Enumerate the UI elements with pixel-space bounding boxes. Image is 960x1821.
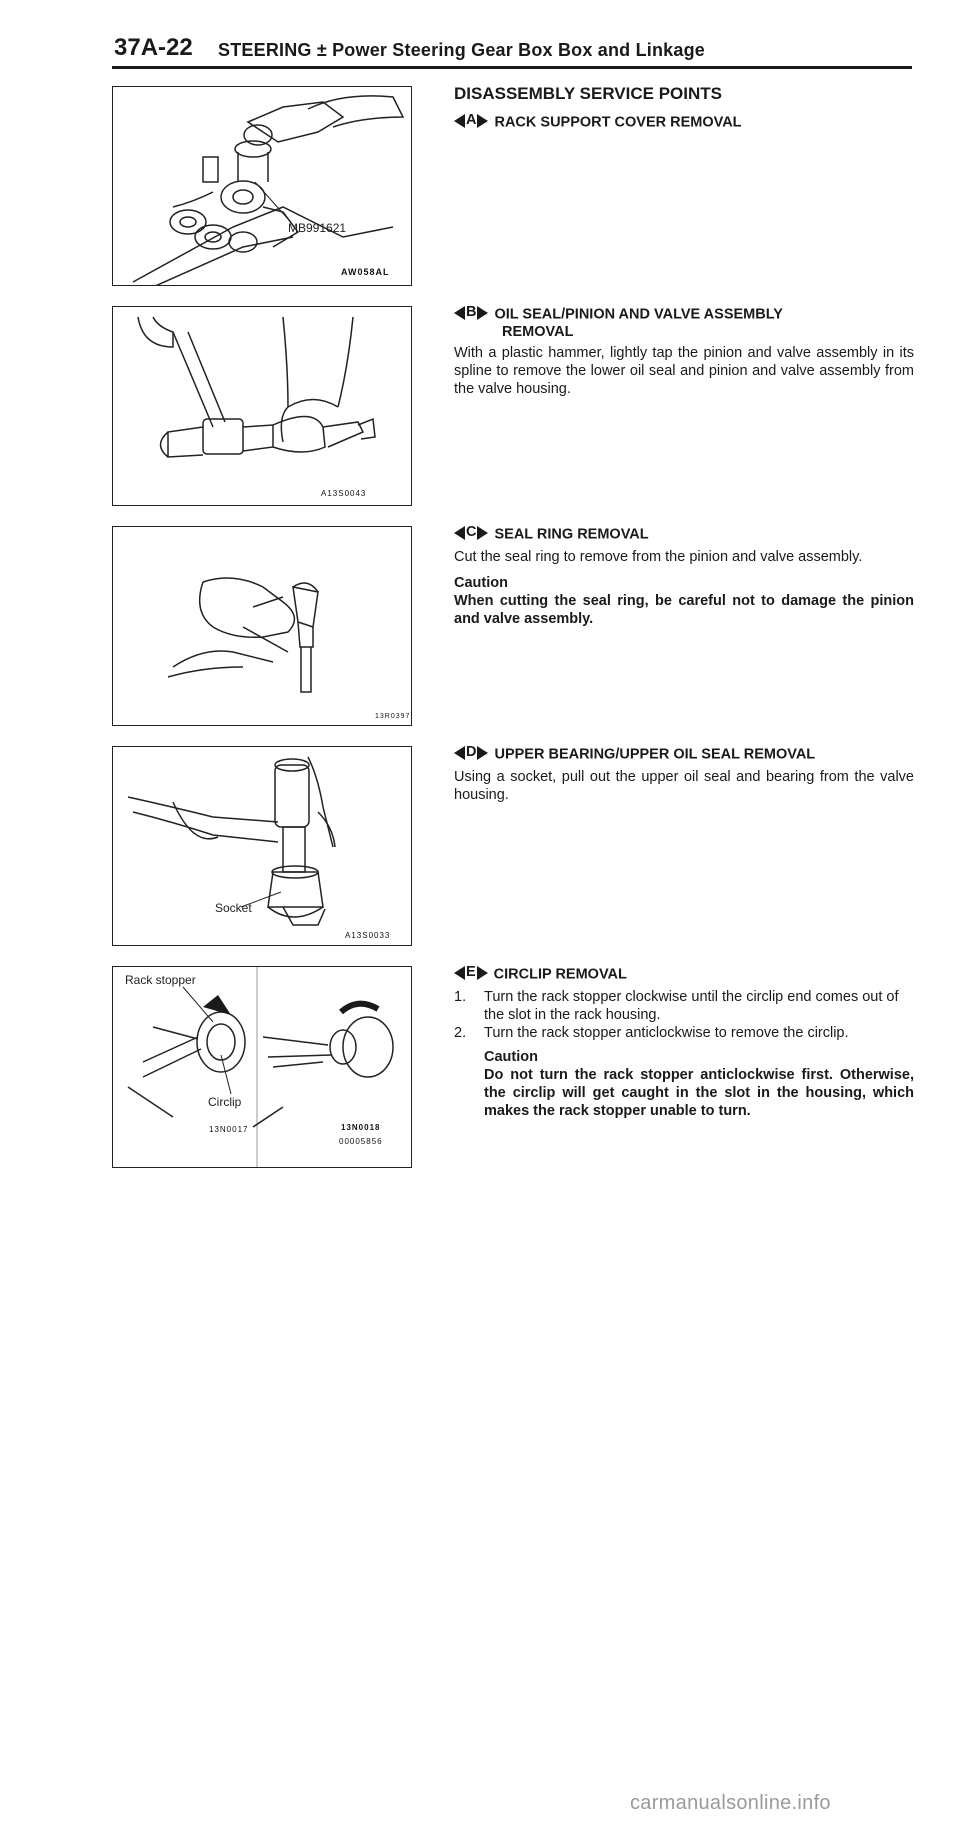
page-number: 37A-22	[114, 34, 193, 61]
arrow-left-icon	[454, 746, 465, 760]
figure-code: AW058AL	[341, 267, 390, 277]
figure-oil-seal-pinion-removal	[112, 306, 412, 506]
service-point-b-body: With a plastic hammer, lightly tap the pinion and valve assembly in its spline to remove the lower oil seal and pinion and valve assembly from the valve housing.	[454, 345, 914, 397]
arrow-right-icon	[477, 306, 488, 320]
service-point-b-title: B OIL SEAL/PINION AND VALVE ASSEMBLY REMOVAL	[454, 304, 914, 341]
figure-code-left: 13N0017	[209, 1125, 249, 1134]
service-point-marker: C	[454, 524, 488, 541]
service-point-c-body: Cut the seal ring to remove from the pinion and valve assembly.	[454, 549, 863, 565]
circlip-steps-list	[454, 988, 914, 1042]
tool-label-mb991621: MB991621	[288, 221, 347, 235]
arrow-right-icon	[477, 114, 488, 128]
service-point-marker: B	[454, 304, 488, 321]
plastic-hammer-illustration	[113, 307, 412, 506]
watermark: carmanualsonline.info	[630, 1792, 831, 1814]
arrow-right-icon	[477, 746, 488, 760]
service-point-a-title: A RACK SUPPORT COVER REMOVAL	[454, 112, 914, 132]
page-header-title: STEERING ± Power Steering Gear Box Box and Linkage	[218, 40, 705, 60]
arrow-right-icon	[477, 966, 488, 980]
figure-code-right: 13N0018	[341, 1123, 381, 1132]
figure-upper-bearing-removal	[112, 746, 412, 946]
figure-code: A13S0033	[345, 931, 391, 940]
figure-code-serial: 00005856	[339, 1137, 383, 1146]
socket-label: Socket	[215, 901, 252, 915]
socket-hammer-illustration	[113, 747, 412, 946]
caution-label: Caution	[454, 575, 508, 591]
list-item: 2. Turn the rack stopper anticlockwise to remove the circlip.	[454, 1025, 849, 1041]
list-item: 1. Turn the rack stopper clockwise until the circlip end comes out of the slot in the rack housing.	[454, 989, 899, 1023]
rack-support-cover-illustration	[113, 87, 412, 286]
header-divider	[112, 66, 912, 69]
arrow-right-icon	[477, 526, 488, 540]
figure-rack-support-cover-removal	[112, 86, 412, 286]
figure-code: A13S0043	[321, 489, 367, 498]
service-point-d-title: D UPPER BEARING/UPPER OIL SEAL REMOVAL	[454, 744, 914, 764]
arrow-left-icon	[454, 526, 465, 540]
service-point-marker: A	[454, 112, 488, 129]
service-point-d-body: Using a socket, pull out the upper oil seal and bearing from the valve housing.	[454, 769, 914, 803]
caution-text: When cutting the seal ring, be careful not to damage the pinion and valve assembly.	[454, 593, 914, 627]
service-point-marker: E	[454, 964, 488, 981]
circlip-label: Circlip	[208, 1095, 242, 1109]
arrow-left-icon	[454, 114, 465, 128]
seal-ring-cutting-illustration	[113, 527, 412, 726]
figure-seal-ring-removal	[112, 526, 412, 726]
rack-stopper-label: Rack stopper	[125, 973, 196, 987]
figure-code: 13R0397	[375, 713, 411, 720]
arrow-left-icon	[454, 966, 465, 980]
service-point-c-title: C SEAL RING REMOVAL	[454, 524, 914, 544]
figure-circlip-removal	[112, 966, 412, 1168]
service-point-marker: D	[454, 744, 488, 761]
section-heading: DISASSEMBLY SERVICE POINTS	[454, 84, 722, 103]
service-point-e-title: E CIRCLIP REMOVAL	[454, 964, 914, 984]
caution-label: Caution	[484, 1049, 538, 1065]
arrow-left-icon	[454, 306, 465, 320]
caution-text: Do not turn the rack stopper anticlockwise first. Otherwise, the circlip will get caught in the slot in the housing, which makes the rack stopper unable to turn.	[484, 1067, 914, 1119]
